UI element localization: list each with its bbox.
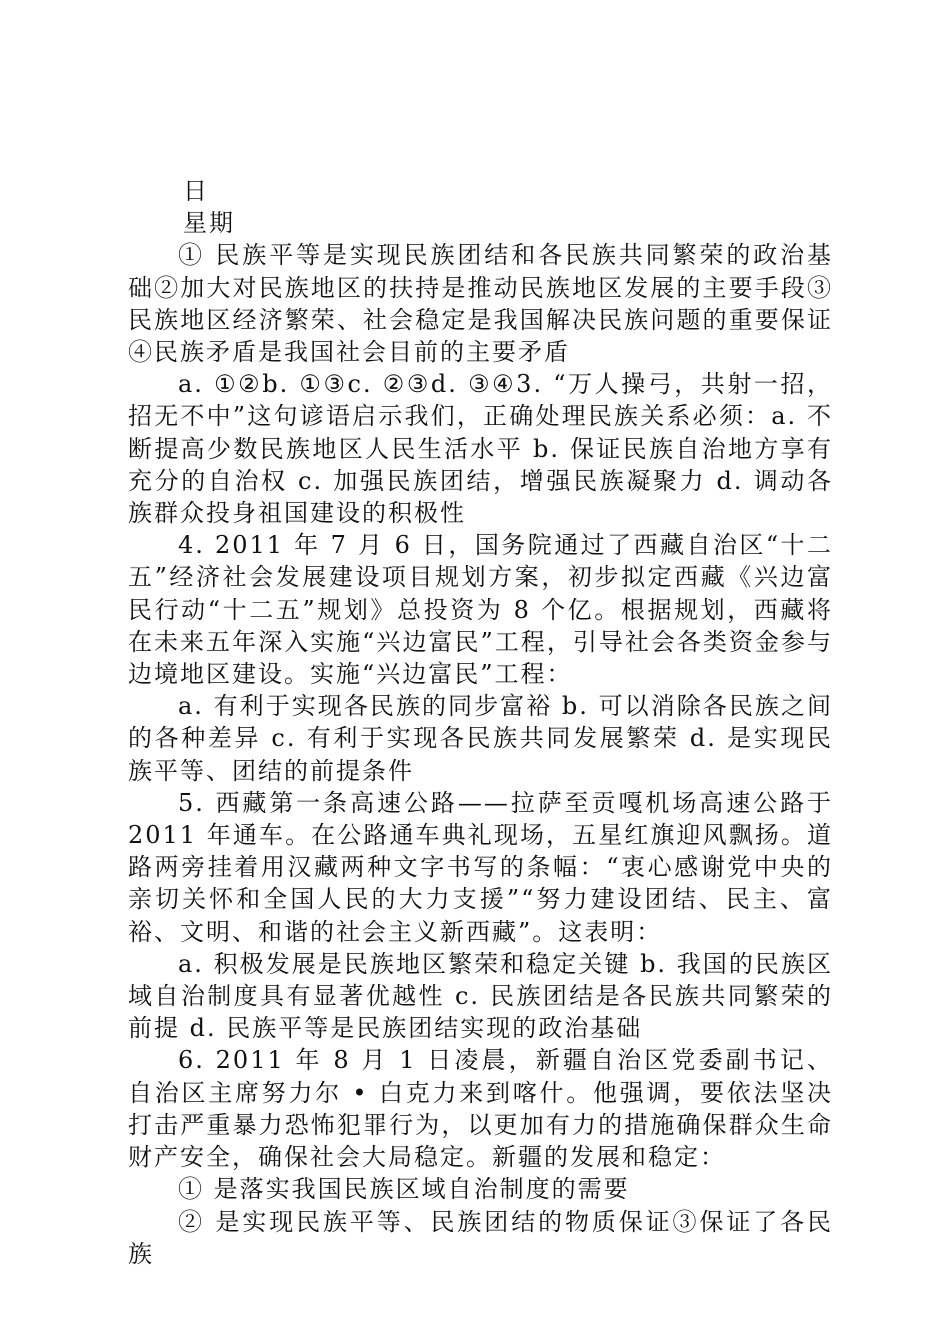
document-body: [128, 175, 833, 1270]
paragraph-question-6: 6. 2011 年 8 月 1 日凌晨，新疆自治区党委副书记、自治区主席努力尔 • 白克力来到喀什。他强调，要依法坚决打击严重暴力恐怖犯罪行为，以更加有力的措施确保群众生命财产安全，确保社会大局稳定。新疆的发展和稳定：: [128, 1046, 833, 1172]
date-line-day: 日: [183, 177, 209, 205]
paragraph-options-5: a. 积极发展是民族地区繁荣和稳定关键 b. 我国的民族区域自治制度具有显著优越性 c. 民族团结是各民族共同繁荣的前提 d. 民族平等是民族团结实现的政治基础: [128, 949, 833, 1043]
paragraph-statements: ① 民族平等是实现民族团结和各民族共同繁荣的政治基础②加大对民族地区的扶持是推动民族地区发展的主要手段③民族地区经济繁荣、社会稳定是我国解决民族问题的重要保证④民族矛盾是我国社会目前的主要矛盾: [128, 241, 833, 367]
paragraph-question-3: a. ①②b. ①③c. ②③d. ③④3. “万人操弓，共射一招，招无不中”这句谚语启示我们，正确处理民族关系必须：a. 不断提高少数民族地区人民生活水平 b. 保证民族自治地方享有充分的自治权 c. 加强民族团结，增强民族凝聚力 d. 调动各族群众投身祖国建设的积极性: [128, 370, 833, 528]
date-line-weekday: 星期: [183, 209, 235, 238]
paragraph-statement-1: ① 是落实我国民族区域自治制度的需要: [178, 1175, 630, 1204]
paragraph-question-4: 4. 2011 年 7 月 6 日，国务院通过了西藏自治区“十二五”经济社会发展建设项目规划方案，初步拟定西藏《兴边富民行动“十二五”规划》总投资为 8 个亿。根据规划，西藏将在未来五年深入实施“兴边富民”工程，引导社会各类资金参与边境地区建设。实施“兴边富民”工程：: [128, 531, 833, 689]
paragraph-question-5: 5. 西藏第一条高速公路——拉萨至贡嘎机场高速公路于 2011 年通车。在公路通车典礼现场，五星红旗迎风飘扬。道路两旁挂着用汉藏两种文字书写的条幅：“衷心感谢党中央的亲切关怀和全国人民的大力支援”“努力建设团结、民主、富裕、文明、和谐的社会主义新西藏”。这表明：: [128, 788, 833, 946]
paragraph-statement-2: ② 是实现民族平等、民族团结的物质保证③保证了各民族: [128, 1207, 833, 1268]
paragraph-options-4: a. 有利于实现各民族的同步富裕 b. 可以消除各民族之间的各种差异 c. 有利于实现各民族共同发展繁荣 d. 是实现民族平等、团结的前提条件: [128, 692, 833, 785]
